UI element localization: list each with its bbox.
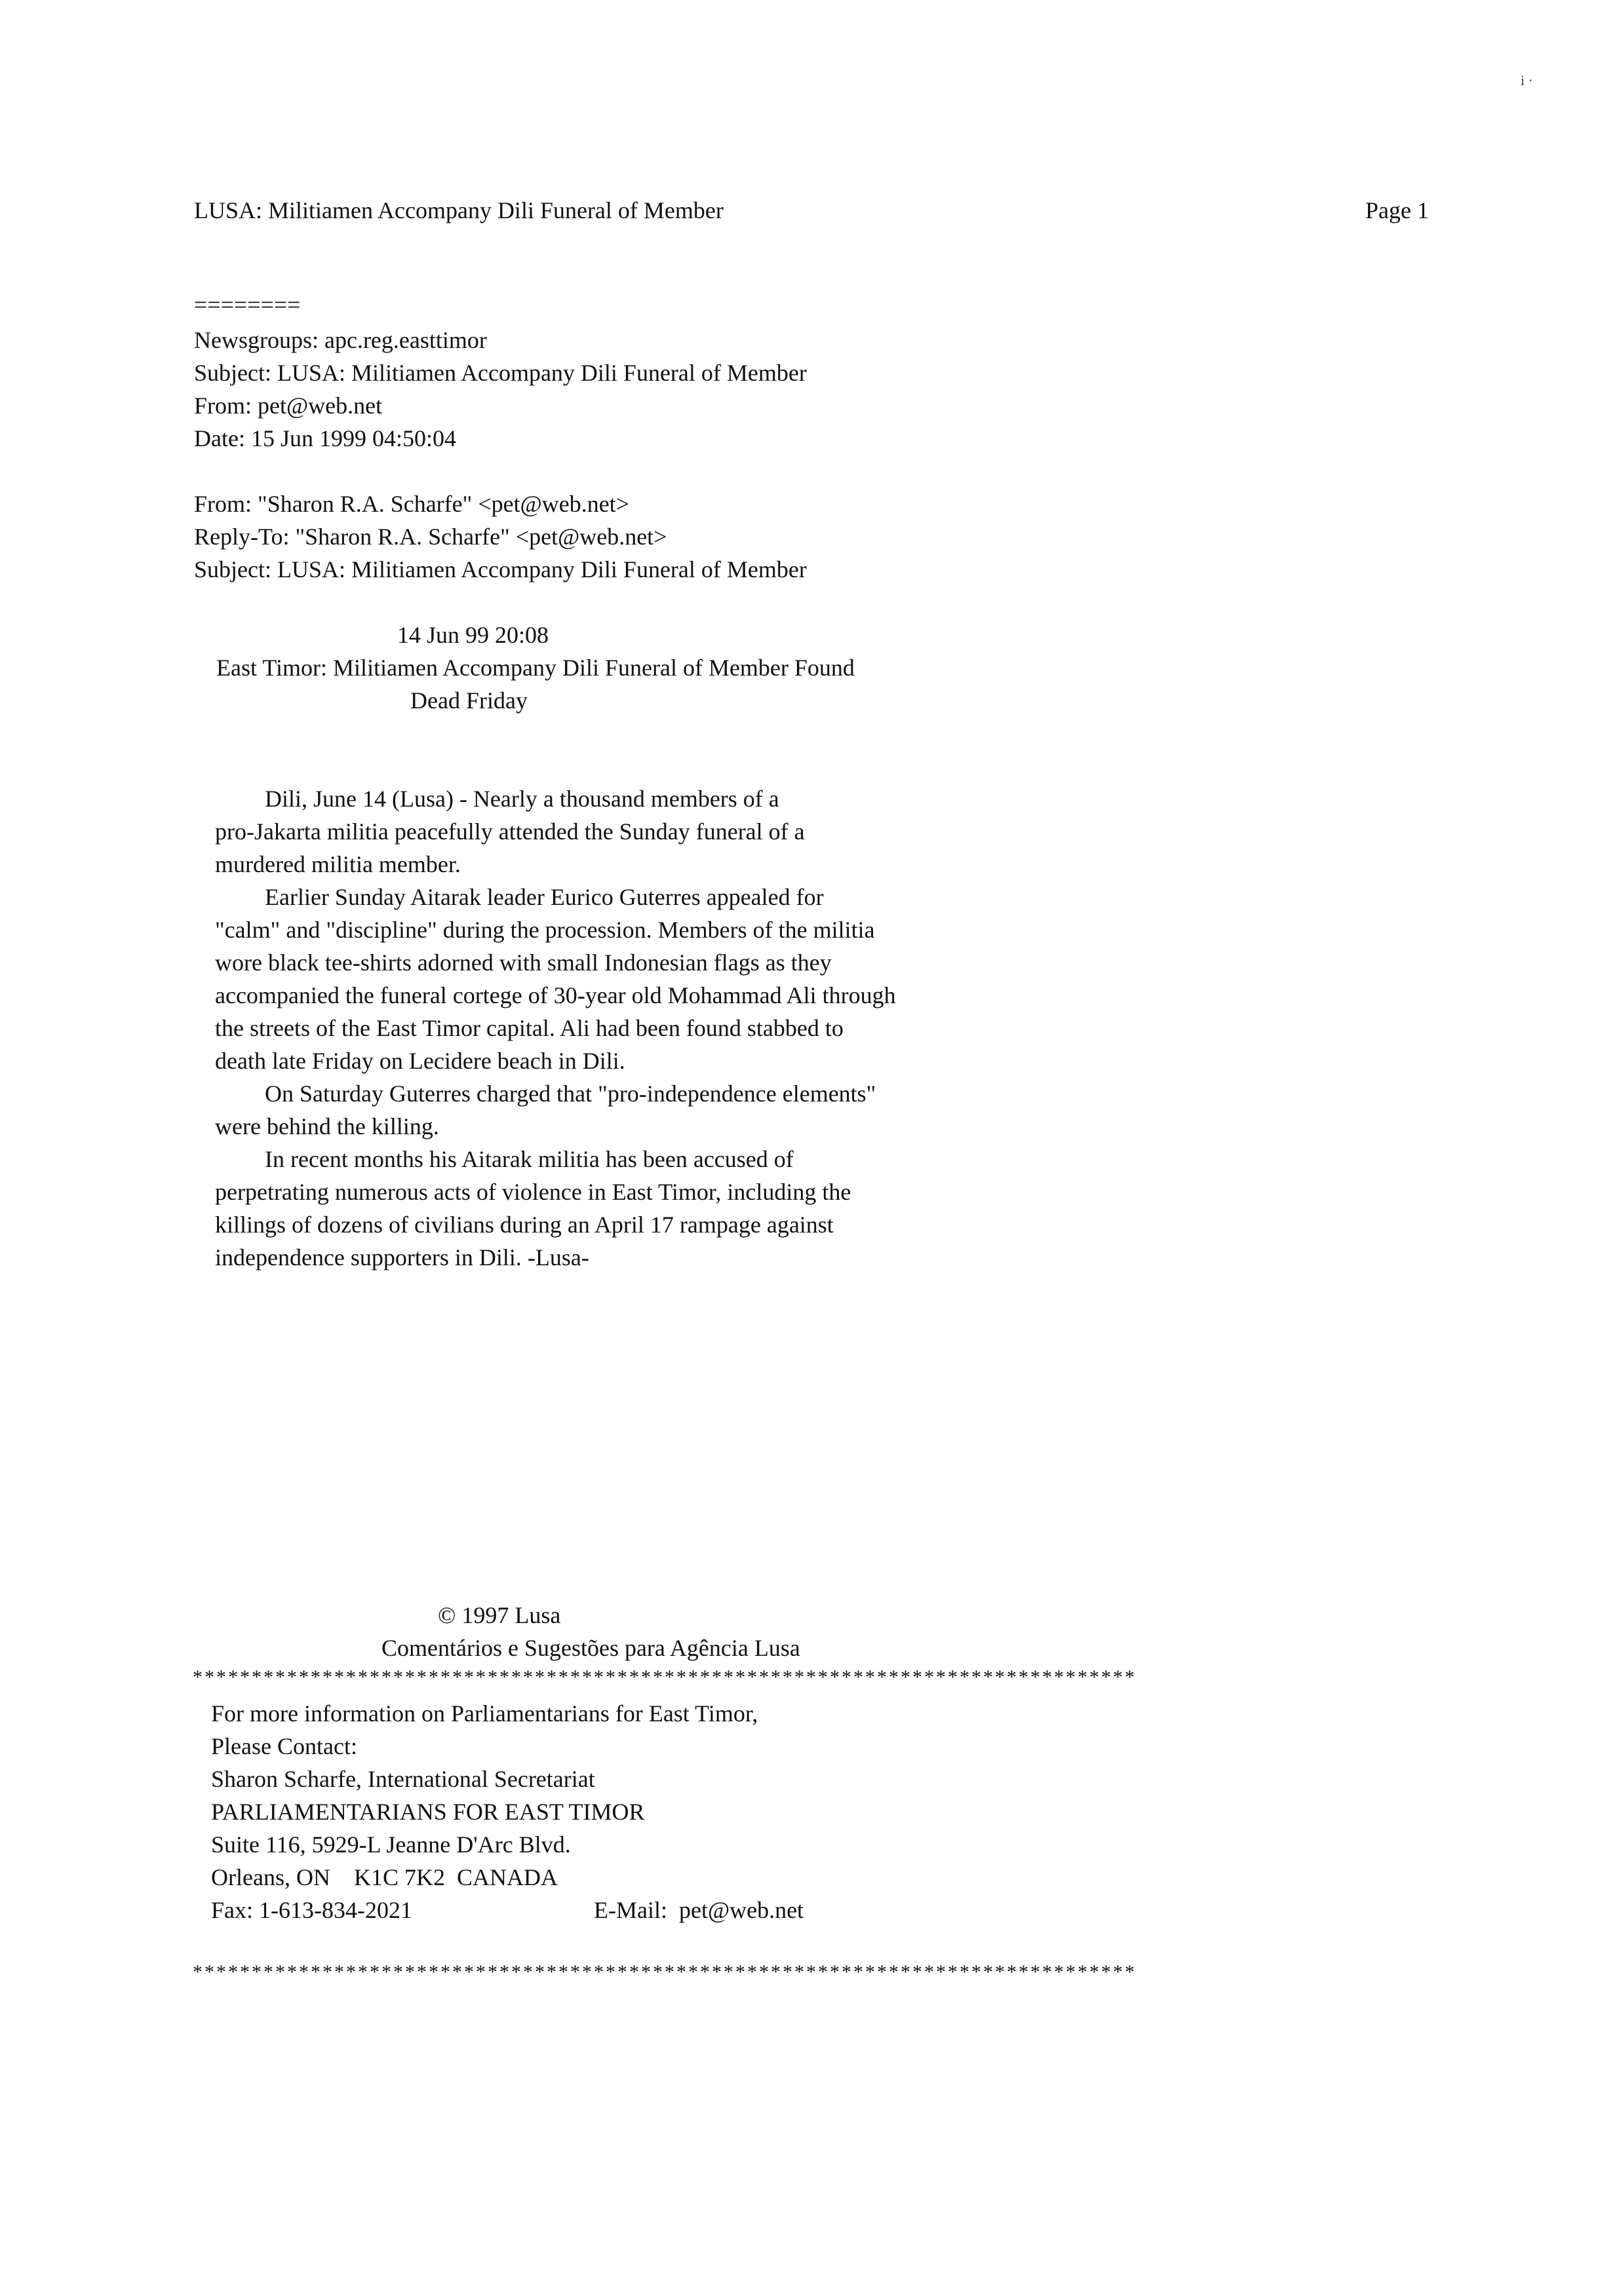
subject-line: Subject: LUSA: Militiamen Accompany Dili Funeral of Member [194, 360, 807, 386]
contact-line: For more information on Parliamentarians for East Timor, [211, 1700, 758, 1727]
body-line: pro-Jakarta militia peacefully attended the Sunday funeral of a [215, 818, 805, 845]
date-line: Date: 15 Jun 1999 04:50:04 [194, 425, 456, 451]
body-line: On Saturday Guterres charged that "pro-independence elements" [265, 1081, 876, 1107]
contact-line: Sharon Scharfe, International Secretariat [211, 1766, 595, 1792]
email-line: E-Mail: pet@web.net [594, 1897, 804, 1923]
body-line: killings of dozens of civilians during an April 17 rampage against [215, 1212, 834, 1238]
contact-line: Please Contact: [211, 1733, 357, 1759]
mail-subject-line: Subject: LUSA: Militiamen Accompany Dili Funeral of Member [194, 556, 807, 583]
newsgroups-line: Newsgroups: apc.reg.easttimor [194, 327, 487, 353]
mail-from-line: From: "Sharon R.A. Scharfe" <pet@web.net> [194, 491, 630, 517]
body-line: murdered militia member. [215, 851, 461, 877]
article-headline-line2: Dead Friday [410, 687, 528, 714]
from-line: From: pet@web.net [194, 392, 383, 419]
contact-line: Suite 116, 5929-L Jeanne D'Arc Blvd. [211, 1831, 571, 1858]
star-divider-bottom: ******************************************************************************** [193, 1961, 1137, 1983]
star-divider-top: ******************************************************************************** [193, 1666, 1137, 1688]
header-title: LUSA: Militiamen Accompany Dili Funeral of Member [194, 197, 724, 223]
article-dateline: 14 Jun 99 20:08 [397, 622, 549, 648]
body-line: Dili, June 14 (Lusa) - Nearly a thousand members of a [265, 786, 779, 812]
page-number: Page 1 [1365, 197, 1429, 223]
body-line: perpetrating numerous acts of violence in East Timor, including the [215, 1179, 851, 1205]
body-line: the streets of the East Timor capital. Ali had been found stabbed to [215, 1015, 844, 1041]
contact-line: PARLIAMENTARIANS FOR EAST TIMOR [211, 1799, 645, 1825]
body-line: "calm" and "discipline" during the procession. Members of the militia [215, 917, 875, 943]
copyright-line: © 1997 Lusa [438, 1602, 561, 1628]
fax-line: Fax: 1-613-834-2021 [211, 1897, 412, 1923]
body-line: accompanied the funeral cortege of 30-year old Mohammad Ali through [215, 982, 896, 1008]
comments-line: Comentários e Sugestões para Agência Lusa [381, 1635, 800, 1661]
scan-mark: i · [1521, 72, 1533, 88]
body-line: wore black tee-shirts adorned with small Indonesian flags as they [215, 949, 832, 976]
reply-to-line: Reply-To: "Sharon R.A. Scharfe" <pet@web.net> [194, 524, 667, 550]
body-line: Earlier Sunday Aitarak leader Eurico Guterres appealed for [265, 884, 824, 910]
body-line: independence supporters in Dili. -Lusa- [215, 1244, 589, 1271]
body-line: were behind the killing. [215, 1113, 439, 1139]
body-line: death late Friday on Lecidere beach in Dili. [215, 1048, 625, 1074]
article-headline-line1: East Timor: Militiamen Accompany Dili Funeral of Member Found [216, 655, 855, 681]
contact-line: Orleans, ON K1C 7K2 CANADA [211, 1864, 558, 1890]
divider: ======== [194, 292, 301, 318]
body-line: In recent months his Aitarak militia has been accused of [265, 1146, 794, 1172]
